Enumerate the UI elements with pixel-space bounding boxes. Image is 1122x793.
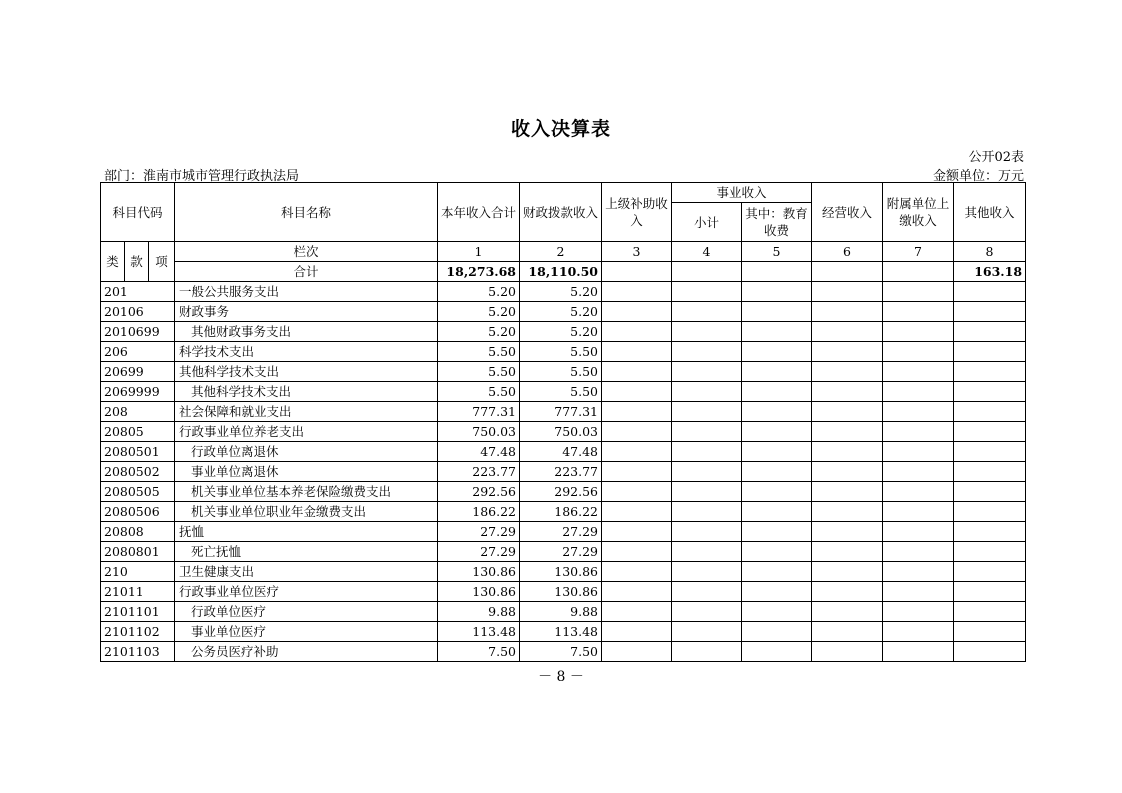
row-empty-cell <box>812 362 883 382</box>
row-empty-cell <box>954 582 1026 602</box>
row-empty-cell <box>812 302 883 322</box>
row-empty-cell <box>883 322 954 342</box>
row-name: 卫生健康支出 <box>175 562 438 582</box>
row-total-income: 130.86 <box>438 562 520 582</box>
row-name: 科学技术支出 <box>175 342 438 362</box>
row-empty-cell <box>883 582 954 602</box>
total-cell <box>672 262 742 282</box>
row-fiscal-appropriation: 5.20 <box>520 302 602 322</box>
row-empty-cell <box>742 302 812 322</box>
row-empty-cell <box>883 422 954 442</box>
row-name: 事业单位医疗 <box>175 622 438 642</box>
page-number: － 8 － <box>538 669 584 685</box>
row-empty-cell <box>672 602 742 622</box>
row-empty-cell <box>602 422 672 442</box>
income-table <box>100 182 1026 662</box>
row-empty-cell <box>883 302 954 322</box>
column-number-row <box>101 242 1026 262</box>
row-empty-cell <box>602 482 672 502</box>
row-empty-cell <box>883 362 954 382</box>
row-empty-cell <box>954 622 1026 642</box>
row-code: 2010699 <box>101 322 175 342</box>
row-empty-cell <box>672 582 742 602</box>
row-empty-cell <box>812 562 883 582</box>
row-empty-cell <box>954 422 1026 442</box>
row-total-income: 113.48 <box>438 622 520 642</box>
row-empty-cell <box>812 602 883 622</box>
header-name: 科目名称 <box>175 183 438 242</box>
table-row <box>101 402 1026 422</box>
row-name: 一般公共服务支出 <box>175 282 438 302</box>
row-empty-cell <box>742 342 812 362</box>
row-total-income: 223.77 <box>438 462 520 482</box>
row-code: 208 <box>101 402 175 422</box>
row-empty-cell <box>812 422 883 442</box>
column-order-label: 栏次 <box>175 242 438 262</box>
total-fiscal-value: 18,110.50 <box>520 262 602 282</box>
row-code: 20808 <box>101 522 175 542</box>
row-empty-cell <box>883 622 954 642</box>
row-empty-cell <box>954 522 1026 542</box>
row-empty-cell <box>672 282 742 302</box>
row-fiscal-appropriation: 5.50 <box>520 362 602 382</box>
total-income-value: 18,273.68 <box>438 262 520 282</box>
row-empty-cell <box>954 322 1026 342</box>
row-code: 2069999 <box>101 382 175 402</box>
row-empty-cell <box>812 462 883 482</box>
page-title: 收入决算表 <box>510 118 611 140</box>
row-empty-cell <box>672 302 742 322</box>
row-code: 206 <box>101 342 175 362</box>
row-code: 2101102 <box>101 622 175 642</box>
row-code: 2080502 <box>101 462 175 482</box>
table-row <box>101 522 1026 542</box>
row-empty-cell <box>812 402 883 422</box>
row-total-income: 777.31 <box>438 402 520 422</box>
row-fiscal-appropriation: 750.03 <box>520 422 602 442</box>
total-cell <box>742 262 812 282</box>
row-total-income: 5.20 <box>438 302 520 322</box>
row-total-income: 130.86 <box>438 582 520 602</box>
row-empty-cell <box>602 342 672 362</box>
row-empty-cell <box>672 342 742 362</box>
row-empty-cell <box>672 382 742 402</box>
row-empty-cell <box>883 282 954 302</box>
row-name: 行政单位医疗 <box>175 602 438 622</box>
total-cell <box>883 262 954 282</box>
column-number: 7 <box>883 242 954 262</box>
row-total-income: 186.22 <box>438 502 520 522</box>
header-lei: 类 <box>101 242 125 282</box>
row-empty-cell <box>672 322 742 342</box>
row-empty-cell <box>954 642 1026 662</box>
row-empty-cell <box>602 362 672 382</box>
header-education-fee: 其中：教育收费 <box>742 203 812 242</box>
column-number: 8 <box>954 242 1026 262</box>
row-empty-cell <box>742 362 812 382</box>
row-fiscal-appropriation: 5.50 <box>520 382 602 402</box>
row-empty-cell <box>672 482 742 502</box>
row-empty-cell <box>954 282 1026 302</box>
row-name: 机关事业单位基本养老保险缴费支出 <box>175 482 438 502</box>
row-empty-cell <box>742 402 812 422</box>
row-empty-cell <box>883 402 954 422</box>
column-number: 1 <box>438 242 520 262</box>
row-fiscal-appropriation: 47.48 <box>520 442 602 462</box>
row-code: 2080505 <box>101 482 175 502</box>
row-empty-cell <box>812 622 883 642</box>
row-empty-cell <box>742 322 812 342</box>
row-name: 行政单位离退休 <box>175 442 438 462</box>
row-fiscal-appropriation: 5.50 <box>520 342 602 362</box>
total-label: 合计 <box>175 262 438 282</box>
row-empty-cell <box>954 442 1026 462</box>
row-empty-cell <box>742 562 812 582</box>
row-empty-cell <box>883 642 954 662</box>
row-empty-cell <box>602 602 672 622</box>
row-fiscal-appropriation: 113.48 <box>520 622 602 642</box>
row-empty-cell <box>812 322 883 342</box>
row-empty-cell <box>672 622 742 642</box>
row-empty-cell <box>883 442 954 462</box>
header-row <box>101 183 1026 203</box>
row-name: 抚恤 <box>175 522 438 542</box>
row-empty-cell <box>602 562 672 582</box>
row-fiscal-appropriation: 186.22 <box>520 502 602 522</box>
row-empty-cell <box>672 442 742 462</box>
table-row <box>101 282 1026 302</box>
row-empty-cell <box>602 442 672 462</box>
row-fiscal-appropriation: 27.29 <box>520 522 602 542</box>
row-empty-cell <box>672 502 742 522</box>
row-empty-cell <box>954 342 1026 362</box>
row-total-income: 27.29 <box>438 522 520 542</box>
row-empty-cell <box>812 642 883 662</box>
row-code: 2080506 <box>101 502 175 522</box>
row-code: 20106 <box>101 302 175 322</box>
row-empty-cell <box>602 382 672 402</box>
row-name: 其他科学技术支出 <box>175 382 438 402</box>
row-code: 2080501 <box>101 442 175 462</box>
row-empty-cell <box>602 302 672 322</box>
row-fiscal-appropriation: 223.77 <box>520 462 602 482</box>
row-empty-cell <box>954 562 1026 582</box>
row-total-income: 47.48 <box>438 442 520 462</box>
table-row <box>101 382 1026 402</box>
header-fiscal-appropriation: 财政拨款收入 <box>520 183 602 242</box>
table-row <box>101 302 1026 322</box>
table-row <box>101 442 1026 462</box>
row-name: 行政事业单位医疗 <box>175 582 438 602</box>
row-total-income: 5.50 <box>438 342 520 362</box>
row-fiscal-appropriation: 5.20 <box>520 282 602 302</box>
header-kuan: 款 <box>125 242 149 282</box>
row-empty-cell <box>602 582 672 602</box>
table-row <box>101 502 1026 522</box>
row-fiscal-appropriation: 292.56 <box>520 482 602 502</box>
table-row <box>101 602 1026 622</box>
row-empty-cell <box>812 542 883 562</box>
table-row <box>101 582 1026 602</box>
row-empty-cell <box>742 462 812 482</box>
row-empty-cell <box>812 582 883 602</box>
table-row <box>101 462 1026 482</box>
row-total-income: 9.88 <box>438 602 520 622</box>
row-empty-cell <box>954 462 1026 482</box>
row-empty-cell <box>672 462 742 482</box>
table-row <box>101 342 1026 362</box>
row-name: 死亡抚恤 <box>175 542 438 562</box>
row-empty-cell <box>883 522 954 542</box>
row-empty-cell <box>742 482 812 502</box>
row-empty-cell <box>742 622 812 642</box>
row-code: 2101101 <box>101 602 175 622</box>
row-code: 21011 <box>101 582 175 602</box>
row-total-income: 7.50 <box>438 642 520 662</box>
row-empty-cell <box>672 542 742 562</box>
row-empty-cell <box>742 642 812 662</box>
row-empty-cell <box>954 482 1026 502</box>
row-code: 2080801 <box>101 542 175 562</box>
table-row <box>101 322 1026 342</box>
row-name: 其他科学技术支出 <box>175 362 438 382</box>
column-number: 6 <box>812 242 883 262</box>
row-empty-cell <box>602 642 672 662</box>
row-empty-cell <box>883 382 954 402</box>
row-empty-cell <box>742 542 812 562</box>
row-empty-cell <box>883 342 954 362</box>
row-code: 20699 <box>101 362 175 382</box>
row-fiscal-appropriation: 9.88 <box>520 602 602 622</box>
row-empty-cell <box>812 502 883 522</box>
department-label: 部门：淮南市城市管理行政执法局 <box>104 169 300 184</box>
row-empty-cell <box>742 502 812 522</box>
row-name: 机关事业单位职业年金缴费支出 <box>175 502 438 522</box>
row-empty-cell <box>812 342 883 362</box>
row-name: 财政事务 <box>175 302 438 322</box>
row-empty-cell <box>812 282 883 302</box>
total-other-value: 163.18 <box>954 262 1026 282</box>
row-empty-cell <box>602 282 672 302</box>
row-empty-cell <box>672 402 742 422</box>
total-cell <box>602 262 672 282</box>
row-fiscal-appropriation: 5.20 <box>520 322 602 342</box>
header-operating-income: 经营收入 <box>812 183 883 242</box>
row-total-income: 5.50 <box>438 362 520 382</box>
row-empty-cell <box>672 522 742 542</box>
table-row <box>101 482 1026 502</box>
header-code: 科目代码 <box>101 183 175 242</box>
row-empty-cell <box>602 322 672 342</box>
row-empty-cell <box>672 362 742 382</box>
row-code: 210 <box>101 562 175 582</box>
table-row <box>101 562 1026 582</box>
column-number: 3 <box>602 242 672 262</box>
row-empty-cell <box>602 462 672 482</box>
row-fiscal-appropriation: 777.31 <box>520 402 602 422</box>
row-fiscal-appropriation: 27.29 <box>520 542 602 562</box>
row-empty-cell <box>742 602 812 622</box>
row-empty-cell <box>883 462 954 482</box>
row-empty-cell <box>602 542 672 562</box>
row-name: 社会保障和就业支出 <box>175 402 438 422</box>
row-empty-cell <box>954 542 1026 562</box>
row-total-income: 5.50 <box>438 382 520 402</box>
column-number: 4 <box>672 242 742 262</box>
row-fiscal-appropriation: 130.86 <box>520 562 602 582</box>
row-total-income: 5.20 <box>438 322 520 342</box>
amount-unit-label: 金额单位：万元 <box>932 169 1024 184</box>
row-empty-cell <box>742 422 812 442</box>
row-empty-cell <box>954 302 1026 322</box>
header-other-income: 其他收入 <box>954 183 1026 242</box>
table-row <box>101 622 1026 642</box>
row-empty-cell <box>602 502 672 522</box>
row-name: 其他财政事务支出 <box>175 322 438 342</box>
row-empty-cell <box>812 482 883 502</box>
header-subtotal: 小计 <box>672 203 742 242</box>
row-empty-cell <box>954 402 1026 422</box>
row-empty-cell <box>812 382 883 402</box>
row-code: 20805 <box>101 422 175 442</box>
row-empty-cell <box>883 482 954 502</box>
table-row <box>101 542 1026 562</box>
header-xiang: 项 <box>149 242 175 282</box>
row-empty-cell <box>672 642 742 662</box>
row-empty-cell <box>883 562 954 582</box>
row-empty-cell <box>812 522 883 542</box>
row-total-income: 27.29 <box>438 542 520 562</box>
row-name: 行政事业单位养老支出 <box>175 422 438 442</box>
row-empty-cell <box>602 622 672 642</box>
row-empty-cell <box>742 442 812 462</box>
row-empty-cell <box>954 362 1026 382</box>
header-total-income: 本年收入合计 <box>438 183 520 242</box>
row-total-income: 292.56 <box>438 482 520 502</box>
row-empty-cell <box>954 502 1026 522</box>
table-row <box>101 422 1026 442</box>
header-affiliated-income: 附属单位上缴收入 <box>883 183 954 242</box>
row-empty-cell <box>954 382 1026 402</box>
row-empty-cell <box>883 542 954 562</box>
row-fiscal-appropriation: 7.50 <box>520 642 602 662</box>
table-row <box>101 642 1026 662</box>
row-empty-cell <box>742 522 812 542</box>
header-superior-subsidy: 上级补助收入 <box>602 183 672 242</box>
total-cell <box>812 262 883 282</box>
row-empty-cell <box>742 382 812 402</box>
row-empty-cell <box>672 562 742 582</box>
row-code: 2101103 <box>101 642 175 662</box>
row-name: 事业单位离退休 <box>175 462 438 482</box>
column-number: 2 <box>520 242 602 262</box>
row-empty-cell <box>742 582 812 602</box>
form-number: 公开02表 <box>968 150 1024 165</box>
row-empty-cell <box>742 282 812 302</box>
header-business-income: 事业收入 <box>672 183 812 203</box>
row-empty-cell <box>883 602 954 622</box>
row-name: 公务员医疗补助 <box>175 642 438 662</box>
row-empty-cell <box>602 402 672 422</box>
total-row <box>101 262 1026 282</box>
column-number: 5 <box>742 242 812 262</box>
row-total-income: 5.20 <box>438 282 520 302</box>
row-empty-cell <box>954 602 1026 622</box>
row-empty-cell <box>672 422 742 442</box>
table-row <box>101 362 1026 382</box>
row-empty-cell <box>602 522 672 542</box>
row-total-income: 750.03 <box>438 422 520 442</box>
row-fiscal-appropriation: 130.86 <box>520 582 602 602</box>
row-empty-cell <box>883 502 954 522</box>
row-code: 201 <box>101 282 175 302</box>
row-empty-cell <box>812 442 883 462</box>
